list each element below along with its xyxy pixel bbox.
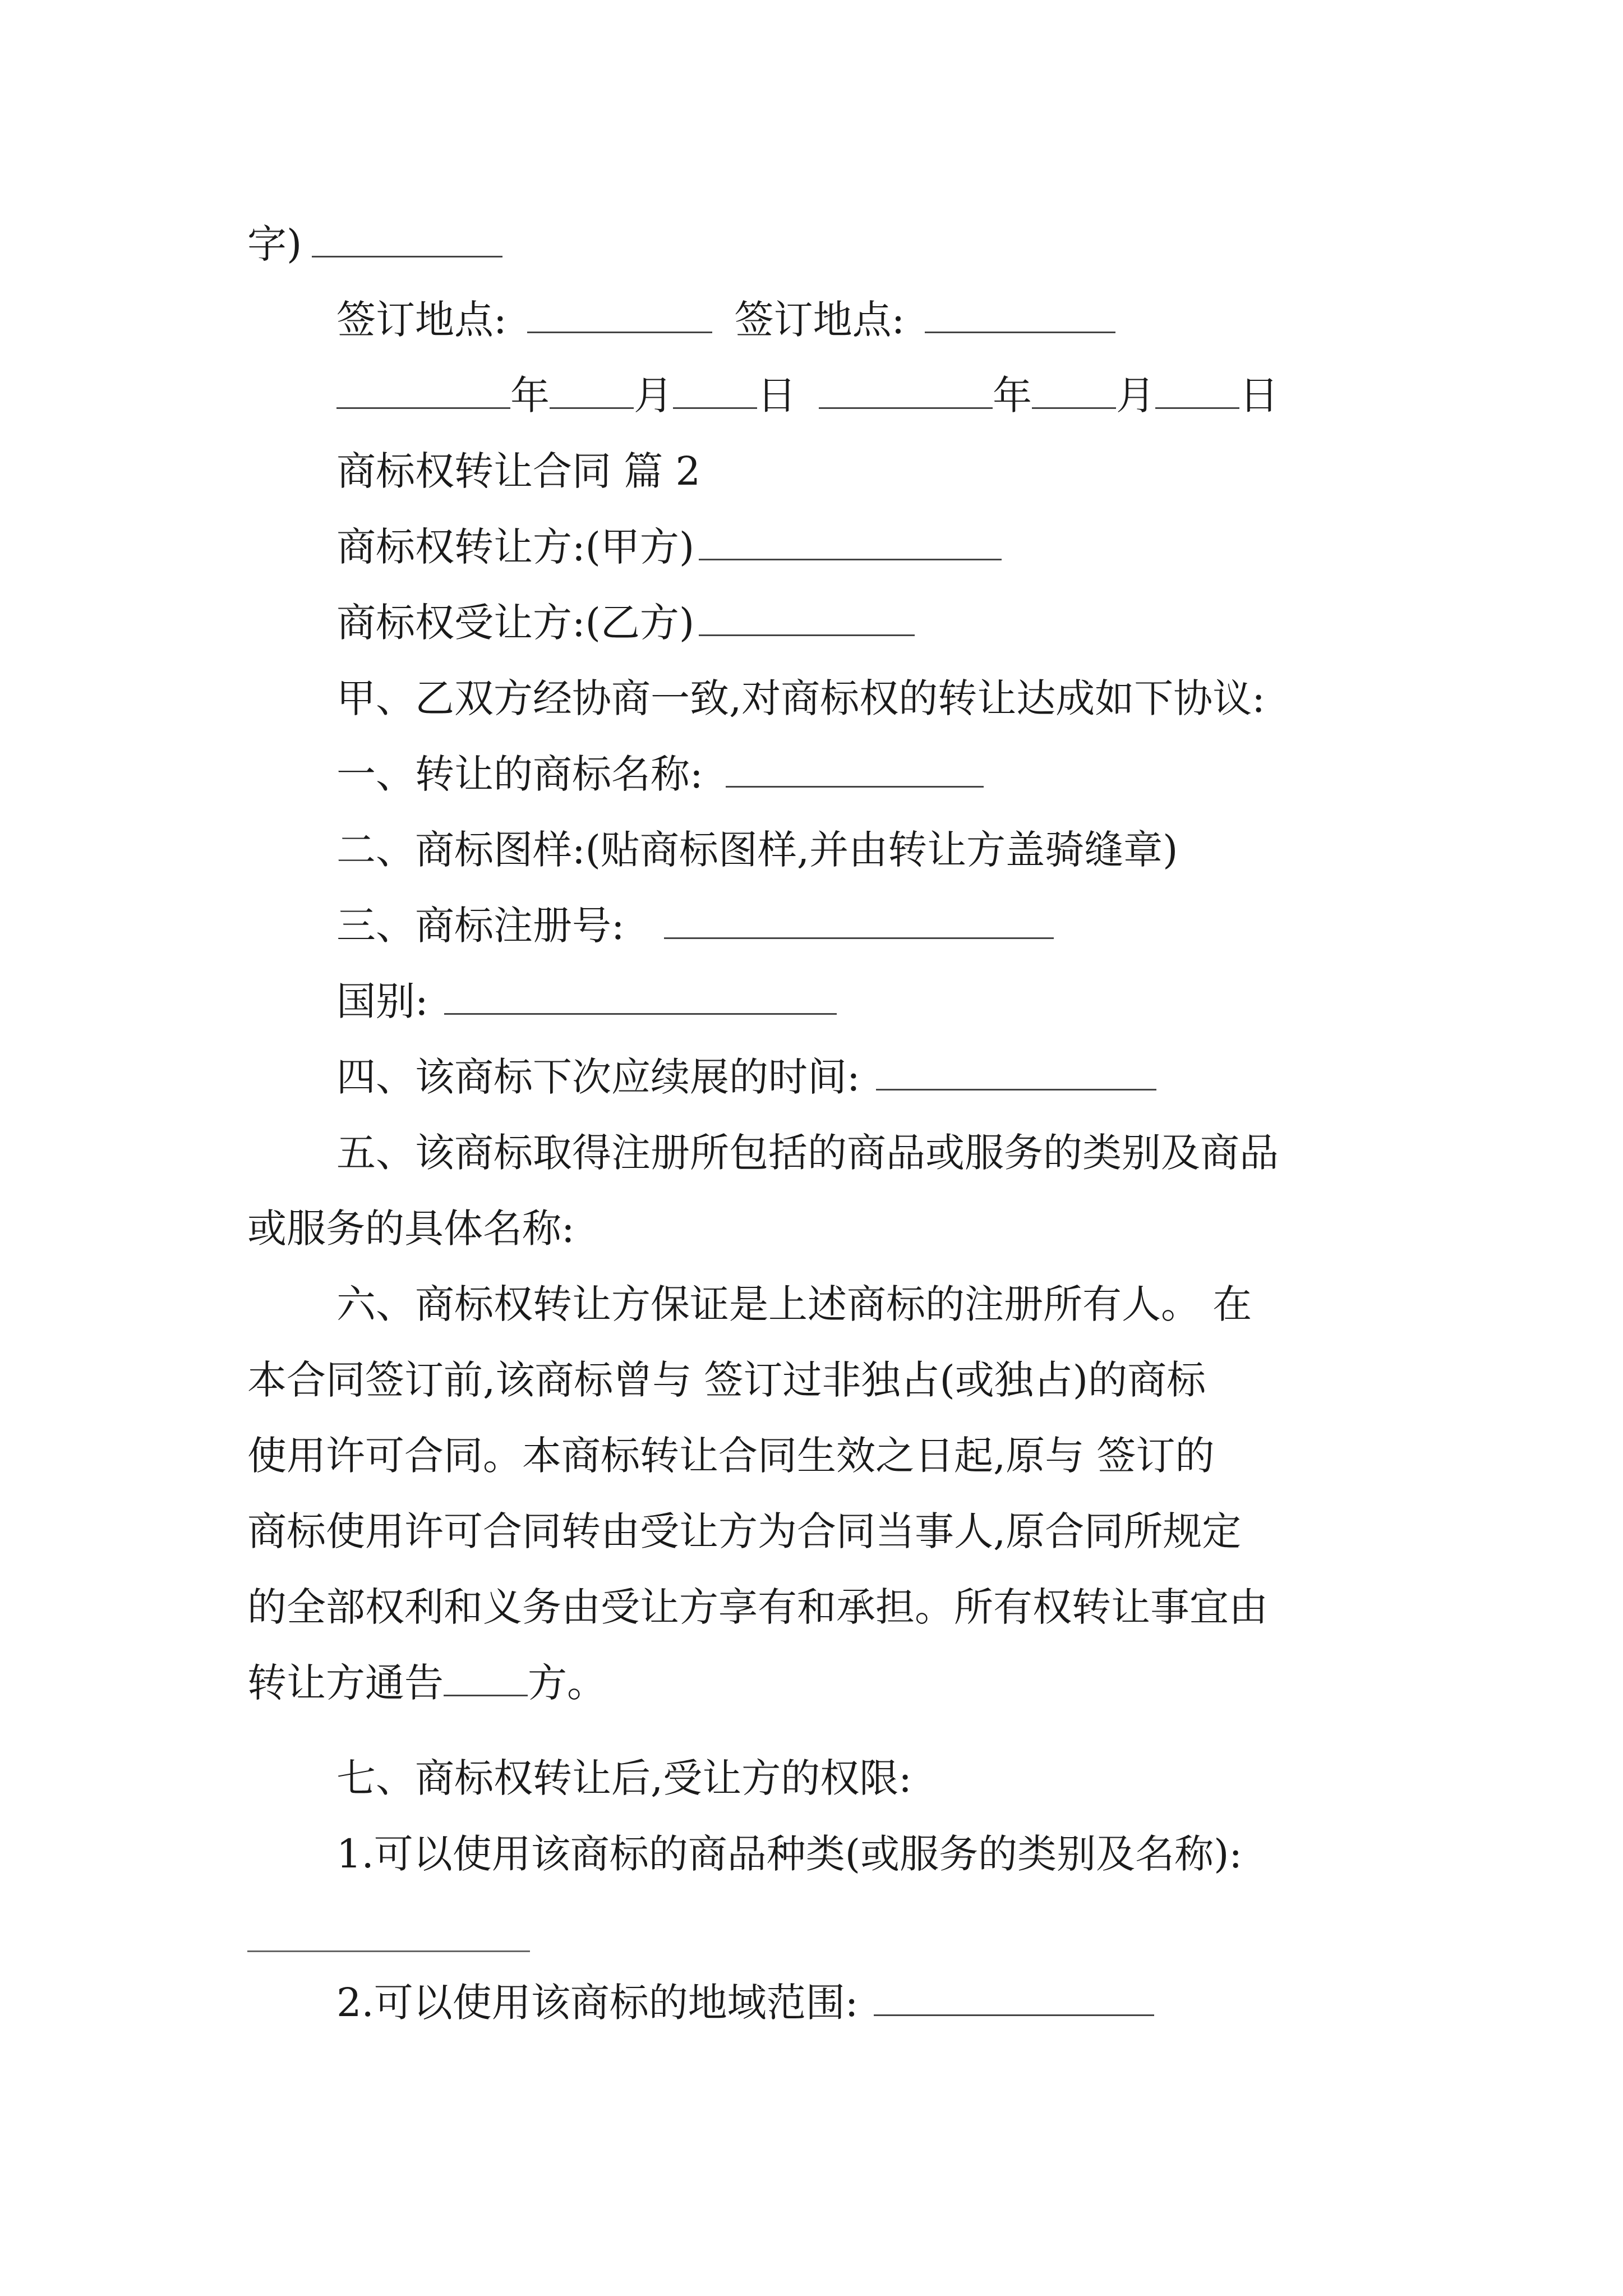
month-label-b: 月 (1116, 372, 1155, 418)
text-line-trademark-sample (336, 822, 1178, 878)
blank-day-a (673, 374, 757, 409)
paragraph-text: 本合同签订前,该商标曾与 签订过非独占(或独占)的商标 (247, 1357, 1206, 1403)
paragraph-text: 使用许可合同。本商标转让合同生效之日起,原与 签订的 (247, 1433, 1215, 1479)
trademark-name-label: 一、转让的商标名称: (336, 751, 703, 797)
text-line-transferor (336, 519, 1002, 575)
paragraph-text: 六、商标权转让方保证是上述商标的注册所有人。 在 (336, 1281, 1252, 1327)
transferor-label: 商标权转让方:(甲方) (336, 524, 695, 570)
text-line-trademark-name (336, 746, 984, 802)
paragraph-line (336, 1125, 1279, 1181)
geographic-scope-label: 2.可以使用该商标的地域范围: (336, 1980, 859, 2026)
goods-scope-label: 1.可以使用该商标的商品种类(或服务的类别及名称): (336, 1831, 1242, 1877)
text-line-transferee (336, 595, 915, 651)
country-label: 国别: (336, 978, 428, 1024)
paragraph-text: 五、该商标取得注册所包括的商品或服务的类别及商品 (336, 1130, 1279, 1176)
text-line-country (336, 973, 837, 1029)
text-line-goods-scope (336, 1826, 1242, 1882)
blank-month-b (1032, 374, 1116, 409)
paragraph-line (336, 1276, 1252, 1332)
text-line-signing-place (336, 292, 1115, 348)
signing-place-label-b: 签订地点: (734, 297, 905, 343)
text-line-geographic-scope (336, 1975, 1154, 2031)
blank-trademark-name (726, 752, 984, 788)
blank-signature (312, 222, 502, 257)
year-label-a: 年 (510, 372, 550, 418)
blank-signing-place-b (925, 298, 1115, 333)
transferee-label: 商标权受让方:(乙方) (336, 600, 695, 646)
paragraph-text: 转让方通告 (247, 1660, 444, 1706)
blank-year-a (336, 374, 510, 409)
agreement-intro-text: 甲、乙双方经协商一致,对商标权的转让达成如下协议: (336, 675, 1265, 721)
blank-year-b (819, 374, 993, 409)
registration-number-label: 三、商标注册号: (336, 903, 625, 949)
trademark-sample-text: 二、商标图样:(贴商标图样,并由转让方盖骑缝章) (336, 827, 1178, 873)
renewal-time-label: 四、该商标下次应续展的时间: (336, 1054, 860, 1100)
text-fragment: 字) (247, 221, 302, 267)
blank-transferee (699, 601, 915, 636)
paragraph-line (247, 1428, 1215, 1484)
blank-signing-place-a (527, 298, 712, 333)
text-line-signing-dates (336, 367, 1279, 424)
month-label-a: 月 (634, 372, 673, 418)
paragraph-text: 方。 (528, 1660, 606, 1706)
blank-day-b (1155, 374, 1239, 409)
paragraph-line (247, 1503, 1241, 1559)
transferee-rights-heading: 七、商标权转让后,受让方的权限: (336, 1755, 912, 1801)
paragraph-line (247, 1352, 1206, 1408)
blank-country (444, 979, 837, 1015)
section-heading (336, 443, 700, 499)
text-line-renewal-time (336, 1049, 1156, 1105)
text-line-registration-number (336, 898, 1054, 954)
blank-goods-scope (247, 1950, 530, 1952)
paragraph-text: 或服务的具体名称: (247, 1205, 575, 1251)
text-line-transferee-rights (336, 1750, 912, 1806)
text-line-signature-continued (247, 216, 502, 272)
paragraph-text: 的全部权利和义务由受让方享有和承担。所有权转让事宜由 (247, 1584, 1268, 1630)
section-heading-text: 商标权转让合同 篇 2 (336, 448, 701, 494)
paragraph-line (247, 1579, 1268, 1635)
blank-party (444, 1661, 528, 1696)
blank-month-a (550, 374, 634, 409)
blank-geographic-scope (874, 1981, 1154, 2016)
paragraph-text: 商标使用许可合同转由受让方为合同当事人,原合同所规定 (247, 1508, 1242, 1554)
blank-transferor (699, 525, 1002, 560)
signing-place-label-a: 签订地点: (336, 297, 507, 343)
day-label-a: 日 (757, 372, 796, 418)
text-line-agreement-intro (336, 670, 1265, 726)
paragraph-line (247, 1655, 606, 1711)
day-label-b: 日 (1239, 372, 1279, 418)
year-label-b: 年 (993, 372, 1032, 418)
blank-registration-number (664, 904, 1054, 939)
blank-renewal-time (876, 1055, 1156, 1091)
paragraph-line (247, 1200, 575, 1257)
